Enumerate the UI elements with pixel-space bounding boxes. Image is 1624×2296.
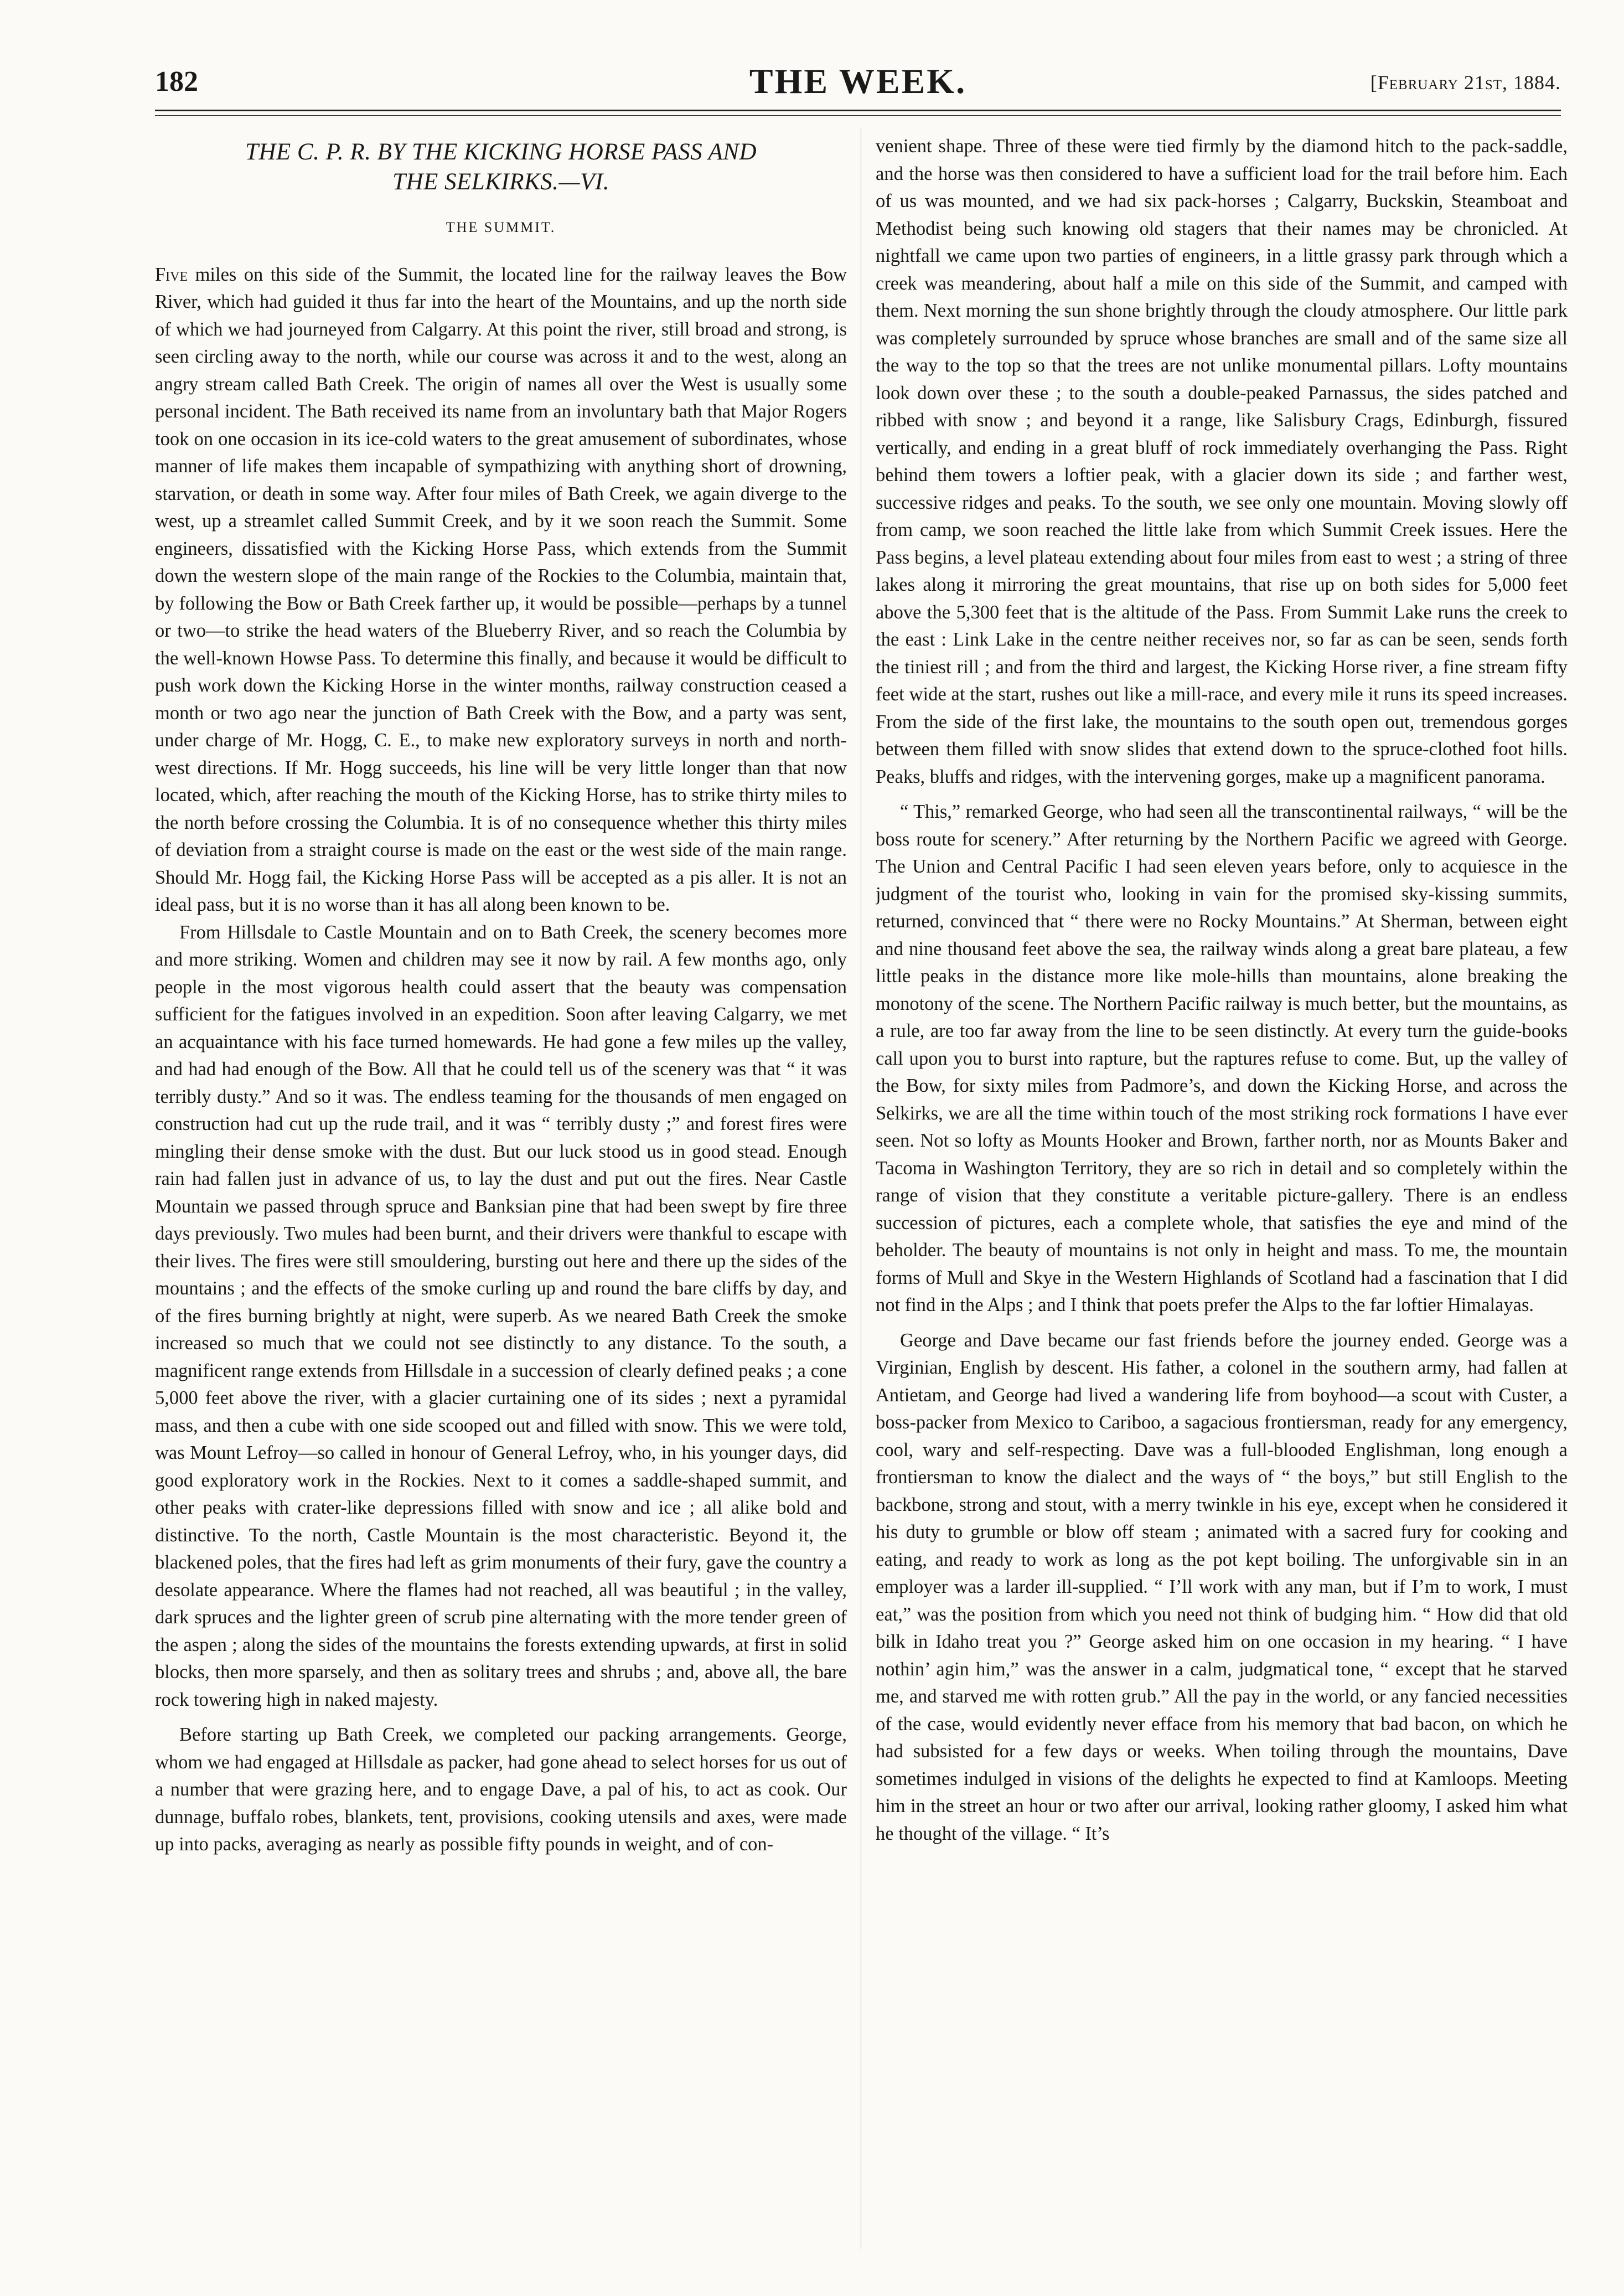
paragraph: Before starting up Bath Creek, we completed our packing arrangements. George, whom we had engaged at Hillsdale as packer, had gone ahead to select horses for us out of a number that were grazing here, and to engage Dave, a pal of his, to act as cook. Our dunnage, buffalo robes, blankets, tent, provisions, cooking utensils and axes, were made up into packs, averaging as nearly as possible fifty pounds in weight, and of con-	[155, 1724, 847, 1855]
paragraph: From Hillsdale to Castle Mountain and on to Bath Creek, the scenery becomes more and more striking. Women and children may see it now by rail. A few months ago, only people in the most vigorous health could assert that the beauty was compensation sufficient for the fatigues involved in an expedition. Soon after leaving Calgarry, we met an acquaintance with his face turned homewards. He had gone a few miles up the valley, and had had enough of the Bow. All that he could tell us of the scenery was that “ it was terribly dusty.” And so it was. The endless teaming for the thousands of men engaged on construction had cut up the rude trail, and it was “ terribly dusty ;” and forest fires were mingling their dense smoke with the dust. But our luck stood us in good stead. Enough rain had fallen just in advance of us, to lay the dust and put out the fires. Near Castle Mountain we passed through spruce and Banksian pine that had been swept by fire three days previously. Two mules had been burnt, and their drivers were thankful to escape with their lives. The fires were still smouldering, bursting out here and there up the sides of the mountains ; and the effects of the smoke curling up and round the bare cliffs by day, and of the fires burning brightly at night, were superb. As we neared Bath Creek the smoke increased so much that we could not see distinctly to any distance. To the south, a magnificent range extends from Hillsdale in a succession of clearly defined peaks ; a cone 5,000 feet above the river, with a glacier curtaining one of its sides ; next a pyramidal mass, and then a cube with one side scooped out and filled with snow. This we were told, was Mount Lefroy—so called in honour of General Lefroy, who, in his younger days, did good exploratory work in the Rockies. Next to it comes a saddle-shaped summit, and other peaks with crater-like depressions filled with snow and ice ; all alike bold and distinctive. To the north, Castle Mountain is the most characteristic. Beyond it, the blackened poles, that the fires had left as grim monuments of their fury, gave the country a desolate appearance. Where the flames had not reached, all was beautiful ; in the valley, dark spruces and the lighter green of scrub pine alternating with the more tender green of the aspen ; along the sides of the mountains the forests extending upwards, at first in solid blocks, then more sparsely, and then as solitary trees and shrubs ; and, above all, the bare rock towering high in naked majesty.	[155, 921, 847, 1710]
paragraph	[155, 261, 847, 919]
paragraph: “ This,” remarked George, who had seen all the transcontinental railways, “ will be the boss route for scenery.” After returning by the Northern Pacific we agreed with George. The Union and Central Pacific I had seen eleven years before, only to acquiesce in the judgment of the tourist who, looking in vain for the promised sky-kissing summits, returned, convinced that “ there were no Rocky Mountains.” At Sherman, between eight and nine thousand feet above the sea, the railway winds along a great bare plateau, a few little peaks in the distance more like mole-hills than mountains, alone breaking the monotony of the scene. The Northern Pacific railway is much better, but the mountains, as a rule, are too far away from the line to be seen distinctly. At every turn the guide-books call upon you to burst into rapture, but the raptures refuse to come. But, up the valley of the Bow, for sixty miles from Padmore’s, and down the Kicking Horse, and across the Selkirks, we are all the time within touch of the most striking rock formations I have ever seen. Not so lofty as Mounts Hooker and Brown, farther north, nor as Mounts Baker and Tacoma in Washington Territory, they are so rich in detail and so completely within the range of vision that they constitute a veritable picture-gallery. There is an endless succession of pictures, each a complete whole, that satisfies the eye and mind of the beholder. The beauty of mountains is not only in height and mass. To me, the mountain forms of Mull and Skye in the Western Highlands of Scotland had a fascination that I did not find in the Alps ; and I think that poets prefer the Alps to the far loftier Himalayas.	[876, 801, 1568, 1315]
paragraph-text: miles on this side of the Summit, the located line for the railway leaves the Bow River, which had guided it thus far into the heart of the Mountains, and up the north side of which we had journeyed from Calgarry. At this point the river, still broad and strong, is seen circling away to the north, while our course was across it and to the west, along an angry stream called Bath Creek. The origin of names all over the West is usually some personal incident. The Bath received its name from an involuntary bath that Major Rogers took on one occasion in its ice-cold waters to the great amusement of subordinates, whose manner of life makes them incapable of sympathizing with anything short of drowning, starvation, or death in some way. After four miles of Bath Creek, we again diverge to the west, up a streamlet called Summit Creek, and by it we soon reach the Summit. Some engineers, dissatisfied with the Kicking Horse Pass, which extends from the Summit down the western slope of the main range of the Rockies to the Columbia, maintain that, by following the Bow or Bath Creek farther up, it would be possible—perhaps by a tunnel or two—to strike the head waters of the Blueberry River, and so reach the Columbia by the well-known Howse Pass. To determine this finally, and because it would be difficult to push work down the Kicking Horse in the winter months, railway construction ceased a month or two ago near the junction of Bath Creek with the Bow, and a party was sent, under charge of Mr. Hogg, C. E., to make new exploratory surveys in north and north-west directions. If Mr. Hogg succeeds, his line will be very little longer than that now located, which, after reaching the mouth of the Kicking Horse, has to strike thirty miles to the north before crossing the Columbia. It is of no consequence whether this thirty miles of deviation from a straight course is made on the east or the west side of the main range. Should Mr. Hogg fail, the Kicking Horse Pass will be accepted as a pis aller. It is not an ideal pass, but it is no worse than it has all along been known to be.	[155, 264, 847, 915]
article-title-line-1: THE C. P. R. BY THE KICKING HORSE PASS AND	[245, 139, 757, 165]
left-column	[155, 133, 847, 2248]
section-subhead: THE SUMMIT.	[446, 219, 556, 235]
paragraph: George and Dave became our fast friends before the journey ended. George was a Virginian, English by descent. His father, a colonel in the southern army, had fallen at Antietam, and George had lived a wandering life from boyhood—a scout with Custer, a boss-packer from Mexico to Cariboo, a sagacious frontiersman, ready for any emergency, cool, wary and self-respecting. Dave was a full-blooded Englishman, long enough a frontiersman to know the dialect and the ways of “ the boys,” but still English to the backbone, strong and stout, with a merry twinkle in his eye, except when he considered it his duty to grumble or blow off steam ; animated with a sacred fury for cooking and eating, and ready to work as long as the pot kept boiling. The unforgivable sin in an employer was a larder ill-supplied. “ I’ll work with any man, but if I’m to work, I must eat,” was the position from which you need not think of budging him. “ How did that old bilk in Idaho treat you ?” George asked him on one occasion in my hearing. “ I have nothin’ agin him,” was the answer in a calm, judgmatical tone, “ except that he starved me, and starved me with rotten grub.” All the pay in the world, or any fancied necessities of the case, would evidently never efface from his memory that bad bacon, on which he had subsisted for a few days or weeks. When toiling through the mountains, Dave sometimes indulged in visions of the delights he expected to find at Kamloops. Meeting him in the street an hour or two after our arrival, looking rather gloomy, I asked him what he thought of the village. “ It’s	[876, 1329, 1568, 1844]
header-rule-thin	[155, 115, 1561, 116]
paragraph: venient shape. Three of these were tied firmly by the diamond hitch to the pack-saddle, and the horse was then considered to have a sufficient load for the trail before him. Each of us was mounted, and we had six pack-horses ; Calgarry, Buckskin, Steamboat and Methodist being such knowing old stagers that their names may be chronicled. At nightfall we came upon two parties of engineers, in a little grassy park through which a creek was meandering, about half a mile on this side of the Summit, and camped with them. Next morning the sun shone brightly through the cloudy atmosphere. Our little park was completely surrounded by spruce whose branches are small and of the same size all the way to the top so that the trees are not unlike monumental pillars. Lofty mountains look down over these ; to the south a double-peaked Parnassus, the sides patched and ribbed with snow ; and beyond it a range, like Salisbury Crags, Edinburgh, fissured vertically, and ending in a great bluff of rock immediately overhanging the Pass. Right behind them towers a loftier peak, with a glacier down its side ; and farther west, successive ridges and peaks. To the south, we see only one mountain. Moving slowly off from camp, we soon reached the little lake from which Summit Creek issues. Here the Pass begins, a level plateau extending about four miles from east to west ; a string of three lakes along it mirroring the great mountains, that rise up on both sides for 5,000 feet above the 5,300 feet that is the altitude of the Pass. From Summit Lake runs the creek to the east : Link Lake in the centre neither receives nor, so far as can be seen, sends forth the tiniest rill ; and from the third and largest, the Kicking Horse river, a fine stream fifty feet wide at the start, rushes out like a mill-race, and every mile it runs its speed increases. From the side of the first lake, the mountains to the south open out, tremendous gorges between them filled with snow slides that extend down to the spruce-clothed foot hills. Peaks, bluffs and ridges, with the intervening gorges, make up a magnificent panorama.	[876, 136, 1568, 787]
issue-date: [February 21st, 1884.	[1370, 71, 1561, 94]
page-header	[155, 61, 1561, 105]
article-title	[166, 137, 836, 197]
masthead: THE WEEK.	[749, 61, 967, 101]
right-column	[876, 133, 1568, 2248]
header-rule	[155, 110, 1561, 111]
drop-word: Five	[155, 264, 188, 285]
article-title-line-2: THE SELKIRKS.—VI.	[392, 169, 609, 195]
page-number: 182	[155, 66, 198, 97]
